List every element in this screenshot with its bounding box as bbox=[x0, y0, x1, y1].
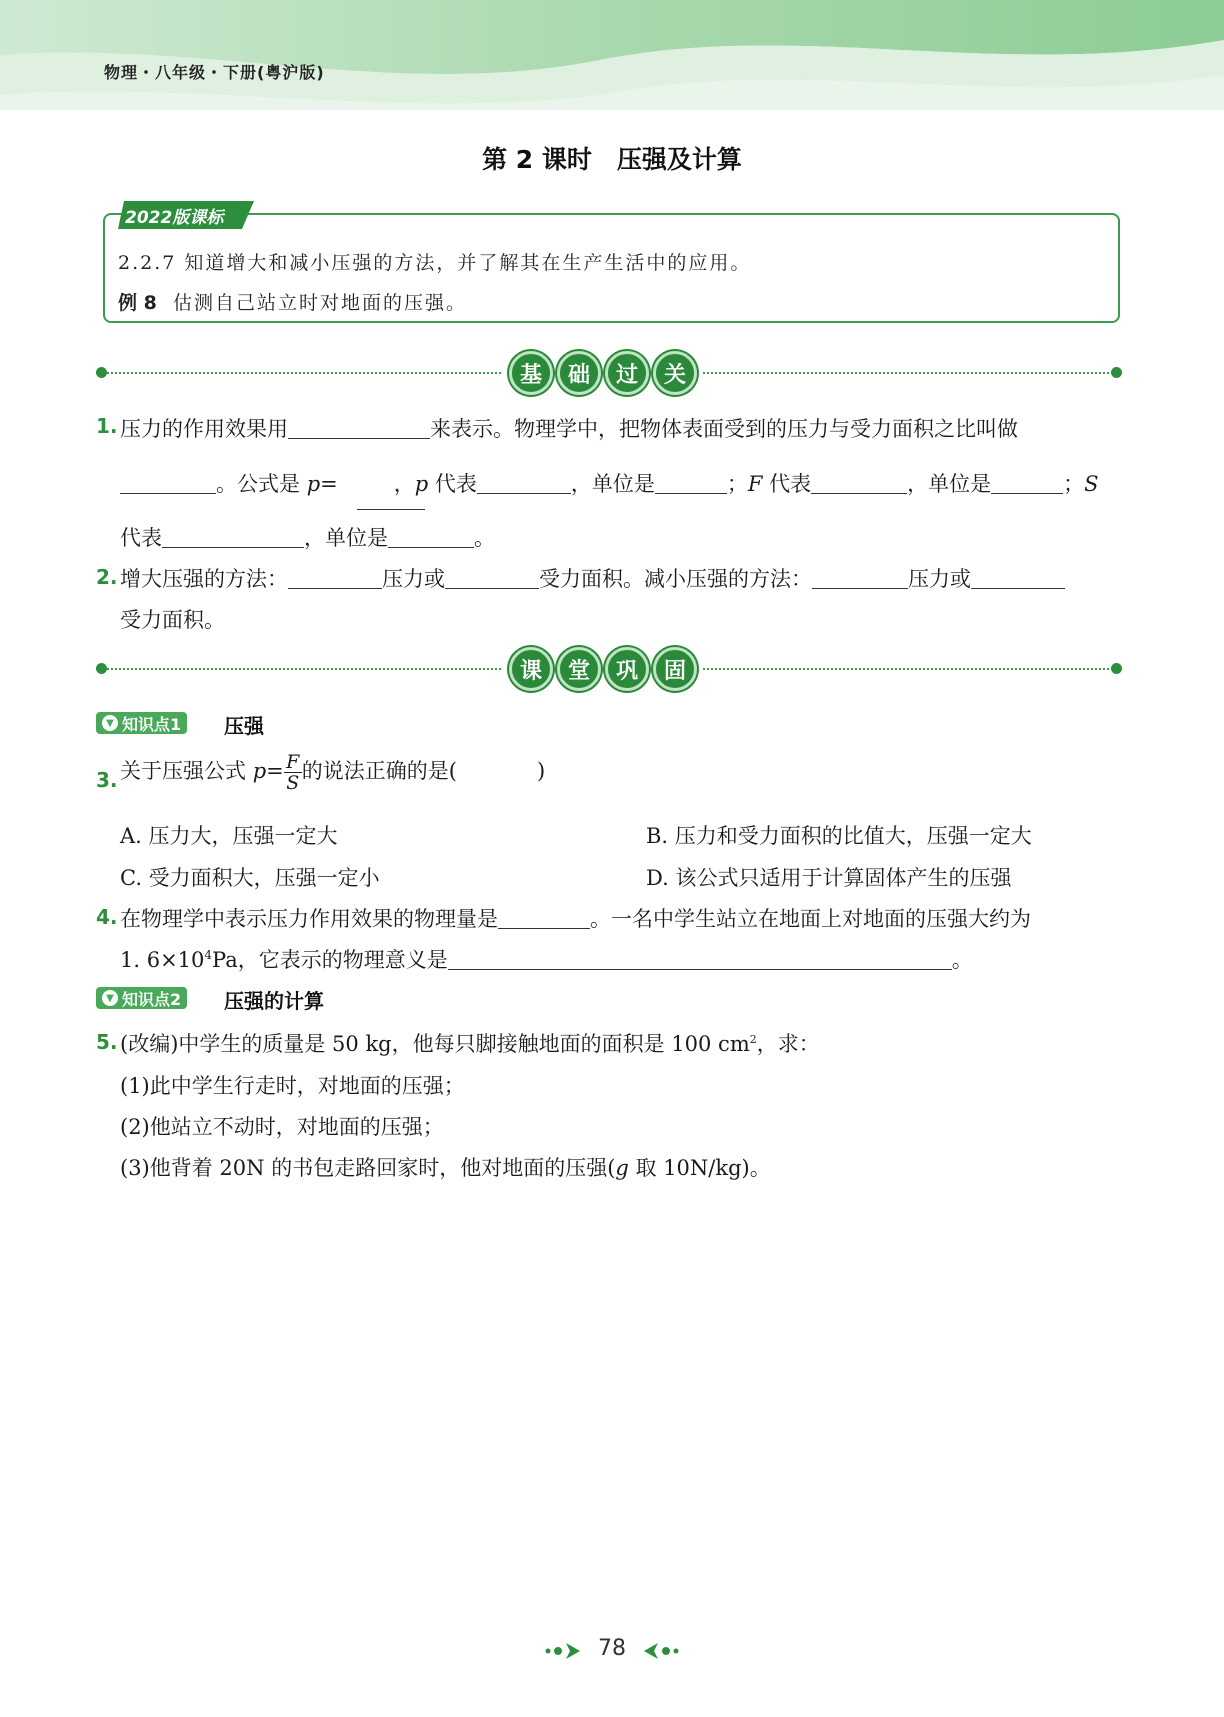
arrow-left-icon bbox=[638, 1640, 680, 1662]
header-band bbox=[0, 0, 1224, 110]
answer-blank[interactable] bbox=[288, 587, 382, 589]
q2-line2: 受力面积。 bbox=[120, 608, 225, 632]
knowledge-point-tag: ▼ 知识点1 bbox=[96, 712, 187, 734]
section-char: 课 bbox=[509, 647, 553, 691]
example-label: 例 8 bbox=[118, 292, 157, 314]
question-number: 4. bbox=[96, 905, 118, 929]
question-number: 1. bbox=[96, 414, 118, 438]
option-b[interactable]: B. 压力和受力面积的比值大，压强一定大 bbox=[646, 824, 1032, 848]
answer-blank[interactable] bbox=[477, 492, 571, 494]
answer-blank[interactable] bbox=[498, 927, 590, 929]
knowledge-point-title: 压强的计算 bbox=[224, 989, 324, 1013]
answer-blank[interactable] bbox=[811, 492, 907, 494]
divider-dot bbox=[1111, 663, 1122, 674]
q5-stem: (改编)中学生的质量是 50 kg，他每只脚接触地面的面积是 100 $cm^2$，求： bbox=[120, 1032, 820, 1056]
section-char: 关 bbox=[653, 351, 697, 395]
triangle-down-icon: ▼ bbox=[102, 990, 118, 1006]
standard-tag: 2022版课标 bbox=[125, 208, 224, 228]
section-char: 基 bbox=[509, 351, 553, 395]
answer-blank[interactable] bbox=[288, 437, 430, 439]
q5-part1: (1)此中学生行走时，对地面的压强； bbox=[120, 1074, 465, 1098]
section-char: 巩 bbox=[605, 647, 649, 691]
question-number: 3. bbox=[96, 768, 118, 792]
answer-blank[interactable] bbox=[812, 587, 908, 589]
page-number: 78 bbox=[598, 1636, 626, 1661]
formula-space bbox=[338, 490, 394, 491]
answer-blank[interactable] bbox=[120, 492, 216, 494]
example-text: 估测自己站立时对地面的压强。 bbox=[172, 292, 467, 314]
divider-dot bbox=[1111, 367, 1122, 378]
answer-blank[interactable] bbox=[655, 492, 727, 494]
q4-line1: 在物理学中表示压力作用效果的物理量是 。一名中学生站立在地面上对地面的压强大约为 bbox=[120, 907, 1031, 931]
q1-line3: 代表 ，单位是 。 bbox=[120, 526, 495, 550]
fraction-f-over-s: $\frac{F}{S}$ bbox=[284, 752, 302, 793]
q2-line1: 增大压强的方法： 压力或 受力面积。减小压强的方法： 压力或 bbox=[120, 563, 1065, 593]
divider-dot bbox=[96, 367, 107, 378]
page-title: 第 2 课时 压强及计算 bbox=[482, 145, 742, 174]
question-number: 5. bbox=[96, 1030, 118, 1054]
answer-blank[interactable] bbox=[445, 587, 539, 589]
answer-blank[interactable] bbox=[971, 587, 1065, 589]
divider-dot bbox=[96, 663, 107, 674]
q3-stem: 关于压强公式 p= $\frac{F}{S}$ 的说法正确的是( ) bbox=[120, 751, 546, 794]
q1-line1: 压力的作用效果用 来表示。物理学中，把物体表面受到的压力与受力面积之比叫做 bbox=[120, 417, 1018, 441]
standard-line: 2.2.7 知道增大和减小压强的方法，并了解其在生产生活中的应用。 bbox=[118, 252, 752, 274]
q5-part2: (2)他站立不动时，对地面的压强； bbox=[120, 1115, 444, 1139]
option-c[interactable]: C. 受力面积大，压强一定小 bbox=[120, 866, 380, 890]
question-number: 2. bbox=[96, 565, 118, 589]
q1-line2: 。公式是 p= ，p 代表 ，单位是 ；F 代表 ，单位是 ；S bbox=[120, 468, 1099, 498]
option-a[interactable]: A. 压力大，压强一定大 bbox=[120, 824, 338, 848]
formula-denominator-blank[interactable] bbox=[357, 508, 425, 510]
section-char: 础 bbox=[557, 351, 601, 395]
answer-blank[interactable] bbox=[991, 492, 1063, 494]
answer-blank[interactable] bbox=[448, 968, 952, 970]
standard-example bbox=[118, 288, 467, 315]
section-char: 固 bbox=[653, 647, 697, 691]
knowledge-point-tag: ▼ 知识点2 bbox=[96, 987, 187, 1009]
option-d[interactable]: D. 该公式只适用于计算固体产生的压强 bbox=[646, 866, 1012, 890]
q5-part3: (3)他背着 20N 的书包走路回家时，他对地面的压强(g 取 10N/kg)。 bbox=[120, 1156, 771, 1180]
knowledge-point-title: 压强 bbox=[224, 714, 264, 738]
answer-blank[interactable] bbox=[162, 546, 304, 548]
section-practice bbox=[503, 647, 703, 691]
section-basic bbox=[503, 351, 703, 395]
answer-blank[interactable] bbox=[388, 546, 474, 548]
section-char: 堂 bbox=[557, 647, 601, 691]
triangle-down-icon: ▼ bbox=[102, 715, 118, 731]
book-header: 物理・八年级・下册(粤沪版) bbox=[104, 63, 325, 82]
section-char: 过 bbox=[605, 351, 649, 395]
q4-line2: 1. $6\times 10^4Pa$，它表示的物理意义是 。 bbox=[120, 948, 973, 972]
